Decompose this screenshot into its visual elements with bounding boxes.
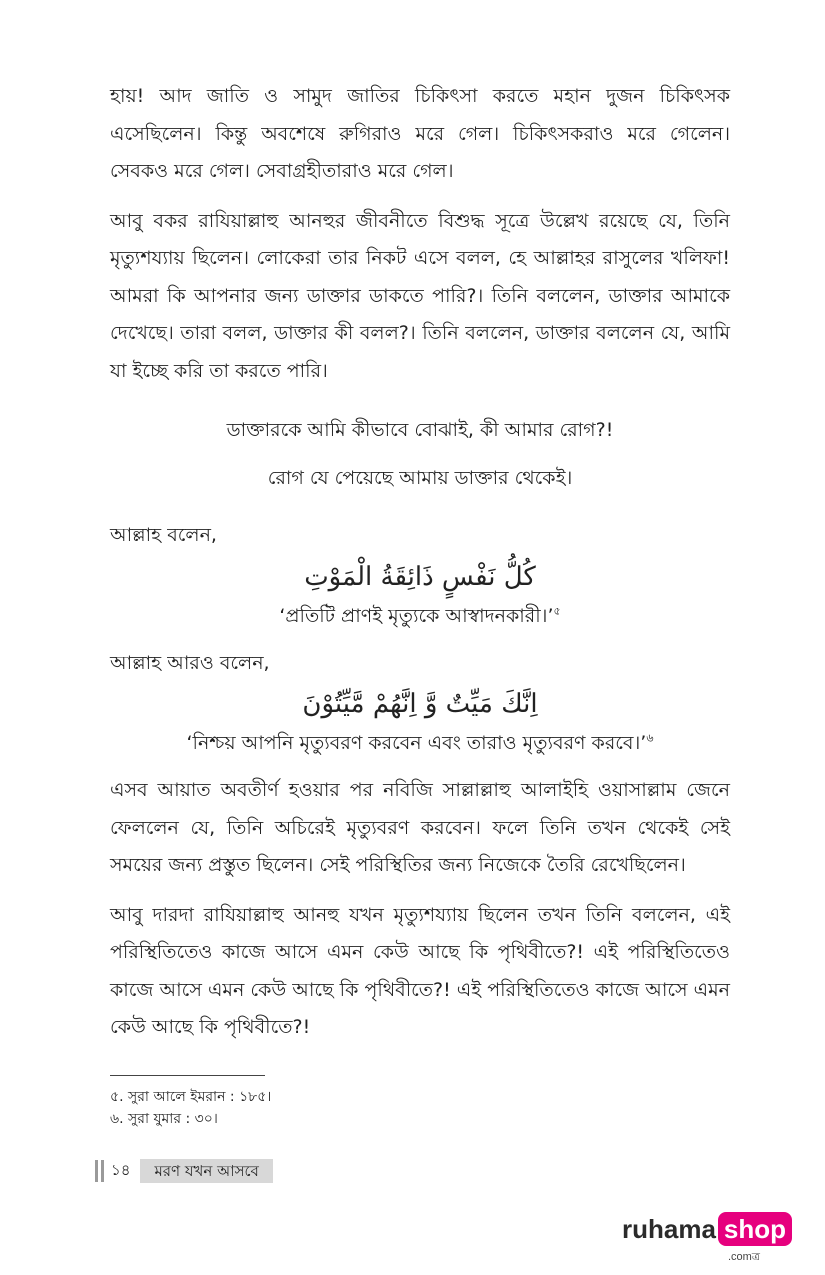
footnote-divider [110, 1075, 265, 1076]
page-footer [95, 1160, 273, 1182]
logo-shop-badge: shop [718, 1212, 792, 1246]
paragraph: হায়! আদ জাতি ও সামুদ জাতির চিকিৎসা করতে মহান দুজন চিকিৎসক এসেছিলেন। কিন্তু অবশেষে রুগিরাও মরে গেল। চিকিৎসকরাও মরে গেলেন। সেবকও মরে গেল। সেবাগ্রহীতারাও মরে গেল। [110, 85, 730, 182]
poem [110, 412, 730, 497]
quote-intro: আল্লাহ বলেন, [110, 524, 217, 546]
paragraph: আবু দারদা রাযিয়াল্লাহু আনহু যখন মৃত্যুশয্যায় ছিলেন তখন তিনি বললেন, এই পরিস্থিতিতেও কাজে আসে এমন কেউ আছে কি পৃথিবীতে?! এই পরিস্থিতিতেও কাজে আসে এমন কেউ আছে কি পৃথিবীতে?! এই পরিস্থিতিতেও কাজে আসে এমন কেউ আছে কি পৃথিবীতে?! [110, 903, 730, 1038]
page-number: ১৪ [111, 1160, 131, 1179]
footnote-mark: ৫ [553, 604, 561, 618]
verse-translation [110, 726, 730, 760]
quote-intro: আল্লাহ আরও বলেন, [110, 651, 270, 674]
poem-line: রোগ যে পেয়েছে আমায় ডাক্তার থেকেই। [267, 466, 573, 489]
footnote: ৬. সুরা যুমার : ৩০। [110, 1110, 218, 1127]
verse-translation [110, 599, 730, 633]
paragraph: এসব আয়াত অবতীর্ণ হওয়ার পর নবিজি সাল্লাল্লাহু আলাইহি ওয়াসাল্লাম জেনে ফেললেন যে, তিনি অচিরেই মৃত্যুবরণ করবেন। ফলে তিনি তখন থেকেই সেই সময়ের জন্য প্রস্তুত ছিলেন। সেই পরিস্থিতির জন্য নিজেকে তৈরি রেখেছিলেন। [110, 779, 730, 876]
footer-bar [101, 1160, 104, 1182]
ruhamashop-logo [622, 1212, 792, 1263]
page-body [110, 78, 730, 1130]
translation-text: ‘নিশ্চয় আপনি মৃত্যুবরণ করবেন এবং তারাও মৃত্যুবরণ করবে।’ [186, 732, 647, 754]
translation-text: ‘প্রতিটি প্রাণই মৃত্যুকে আস্বাদনকারী।’ [279, 604, 554, 627]
arabic-verse: اِنَّكَ مَيِّتٌ وَّ اِنَّهُمْ مَّيِّتُوْنَ [302, 689, 538, 719]
arabic-verse: كُلُّ نَفْسٍ ذَائِقَةُ الْمَوْتِ [304, 561, 536, 592]
footnotes [110, 1086, 730, 1130]
footnote-mark: ৬ [646, 731, 654, 745]
paragraph: আবু বকর রাযিয়াল্লাহু আনহুর জীবনীতে বিশুদ্ধ সূত্রে উল্লেখ রয়েছে যে, তিনি মৃত্যুশয্যায় ছিলেন। লোকেরা তার নিকট এসে বলল, হে আল্লাহর রাসুলের খলিফা! আমরা কি আপনার জন্য ডাক্তার ডাকতে পারি?। তিনি বললেন, ডাক্তার আমাকে দেখেছে। তারা বলল, ডাক্তার কী বলল?। তিনি বললেন, ডাক্তার বললেন যে, আমি যা ইচ্ছে করি তা করতে পারি। [110, 209, 730, 382]
footnote: ৫. সুরা আলে ইমরান : ১৮৫। [110, 1088, 272, 1105]
footer-bar [95, 1160, 98, 1182]
logo-text: ruhama [622, 1213, 716, 1244]
poem-line: ডাক্তারকে আমি কীভাবে বোঝাই, কী আমার রোগ?! [226, 419, 614, 441]
running-title: মরণ যখন আসবে [140, 1159, 272, 1183]
logo-suffix: .comত্র [728, 1251, 760, 1263]
